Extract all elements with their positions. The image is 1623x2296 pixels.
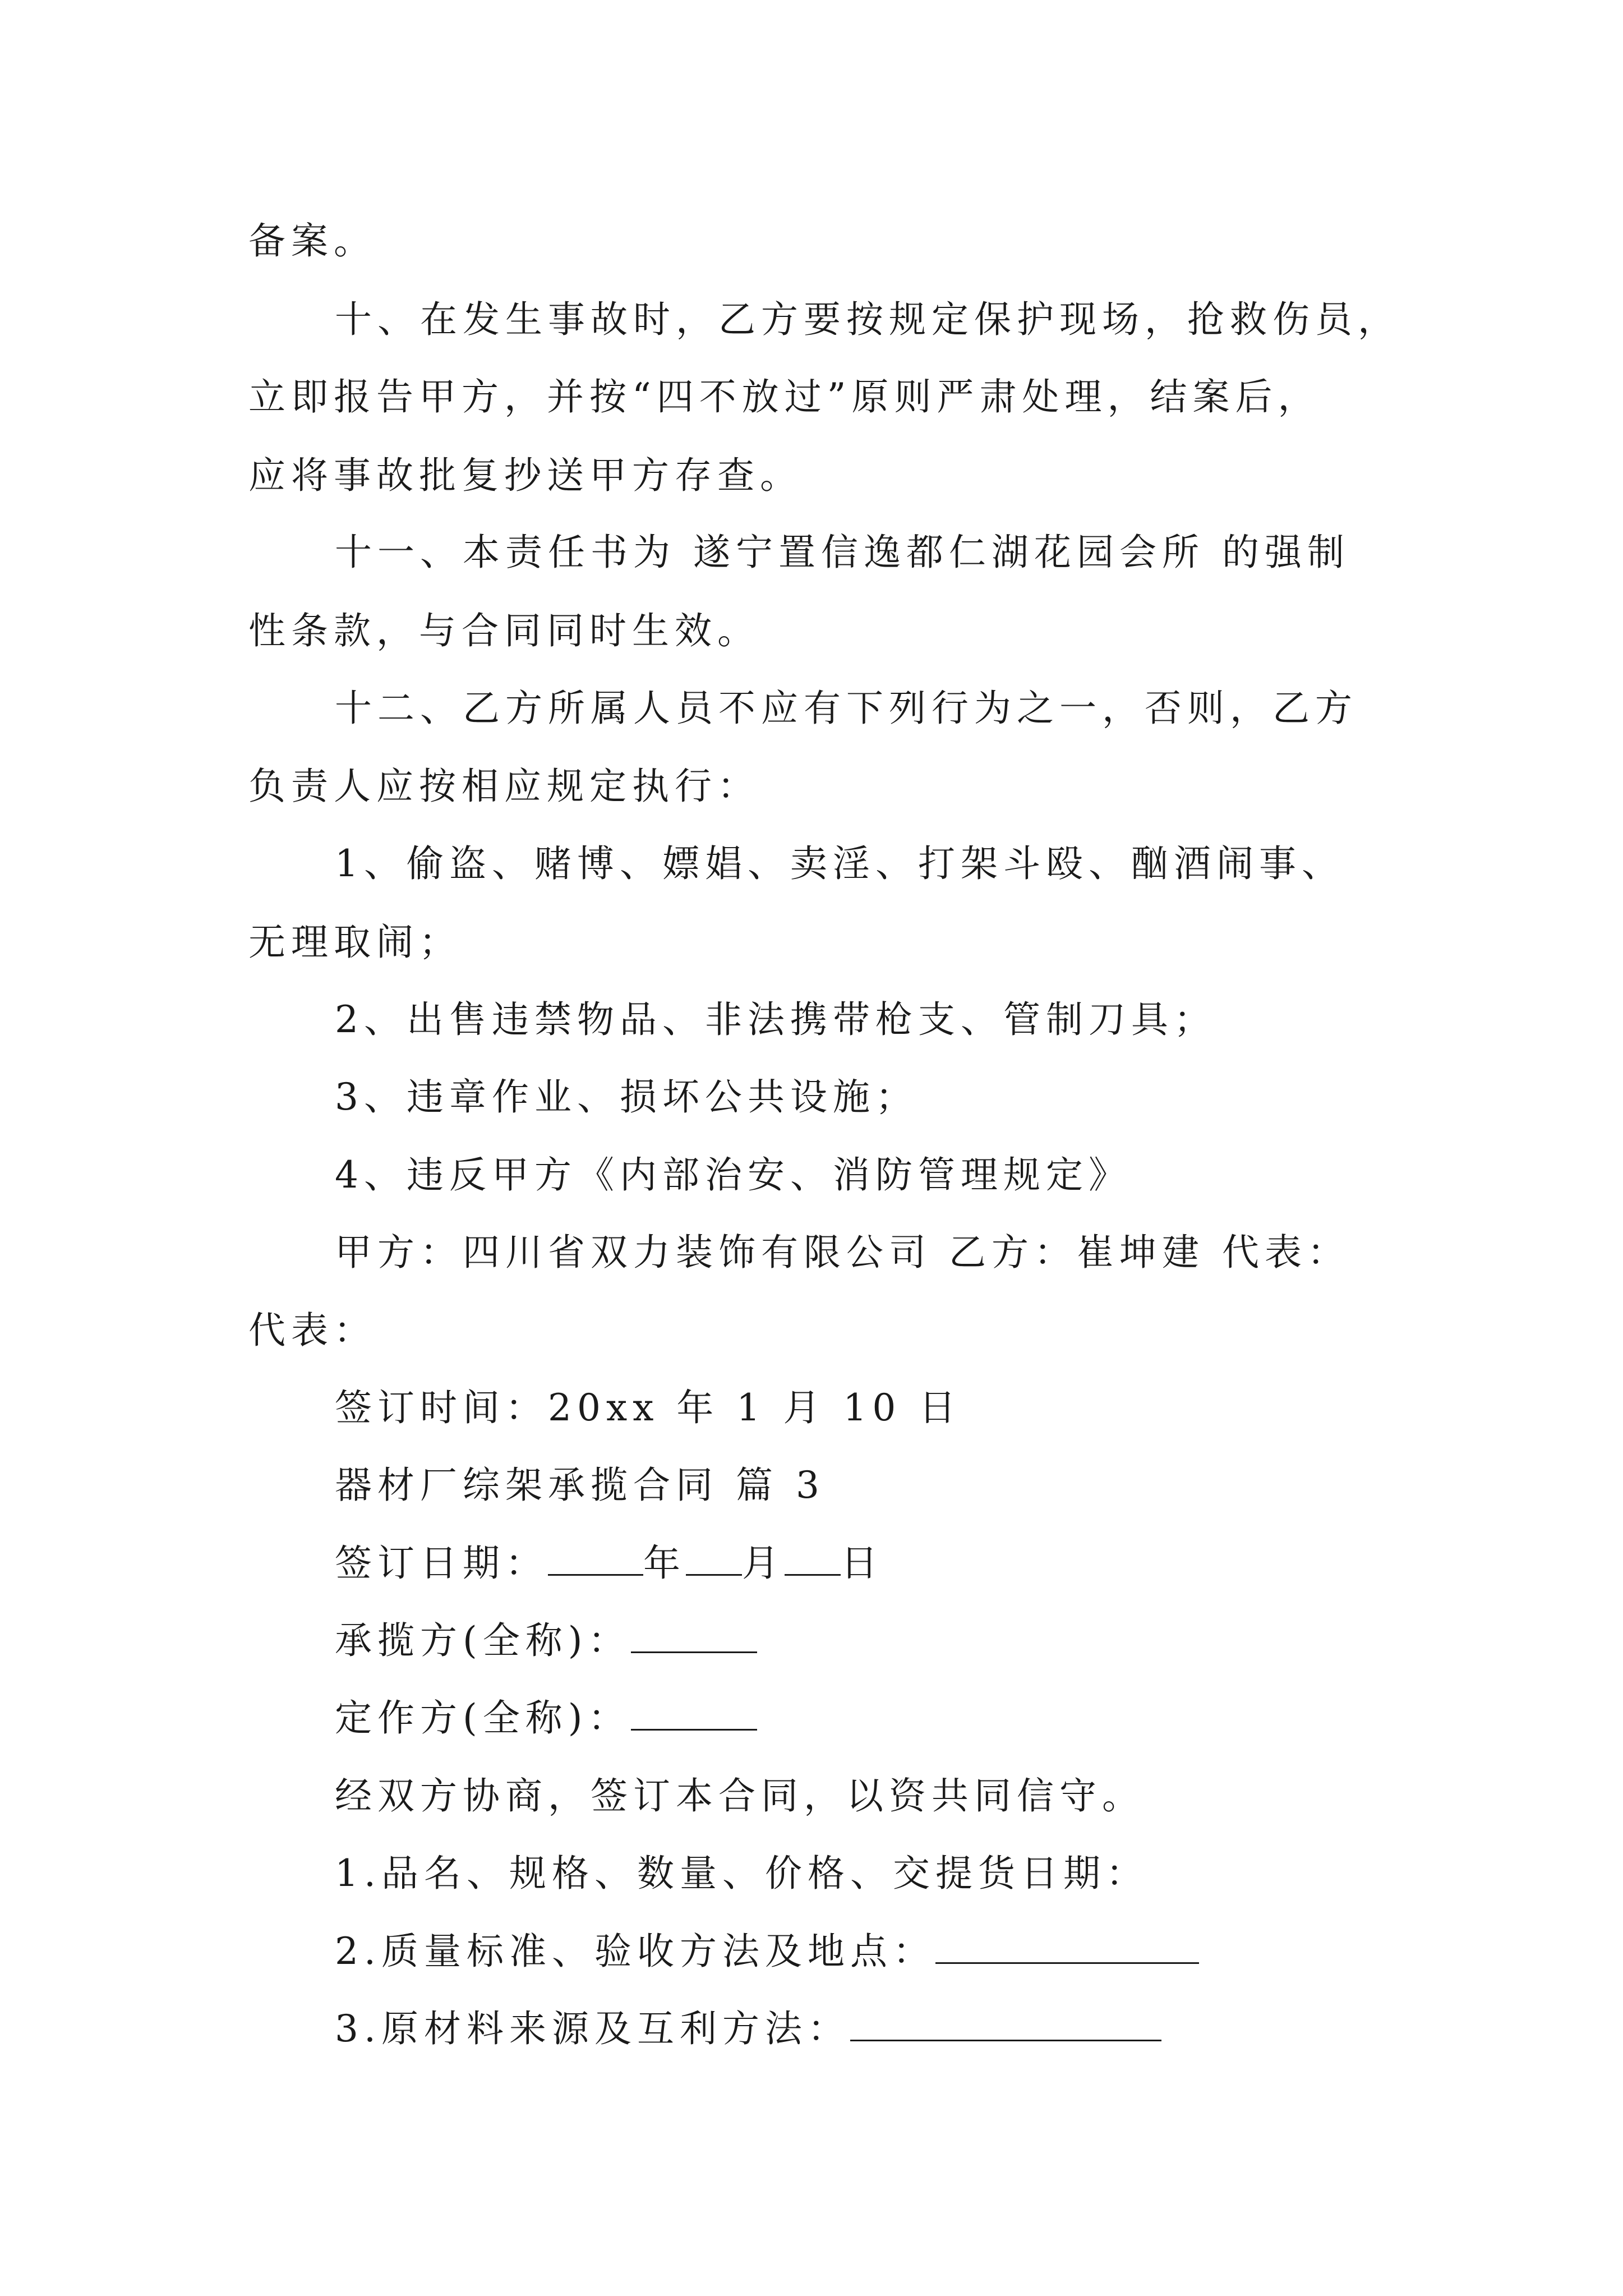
text-line: 无理取闹；: [248, 921, 462, 964]
year-text: 年: [643, 1542, 686, 1585]
list-item: 1、偷盗、赌博、嫖娼、卖淫、打架斗殴、酗酒闹事、: [335, 842, 1344, 885]
item2-label: 2.质量标准、验收方法及地点：: [335, 1930, 935, 1973]
blank-field: [785, 1542, 841, 1576]
text-line: 立即报告甲方，并按“四不放过”原则严肃处理，结案后，: [248, 375, 1321, 418]
list-item: 3、违章作业、损坏公共设施；: [335, 1075, 918, 1119]
list-item: [335, 2004, 1161, 2054]
section-title: 器材厂综架承揽合同 篇 3: [335, 1464, 825, 1507]
contractor-line: [335, 1616, 757, 1666]
day-text: 日: [841, 1542, 883, 1585]
text-line: 负责人应按相应规定执行：: [248, 765, 760, 808]
list-item: 4、违反甲方《内部治安、消防管理规定》: [335, 1153, 1131, 1197]
agreement-line: 经双方协商，签订本合同，以资共同信守。: [335, 1774, 1145, 1818]
text-line: 十一、本责任书为 遂宁置信逸都仁湖花园会所 的强制: [335, 531, 1350, 574]
item3-label: 3.原材料来源及互利方法：: [335, 2007, 850, 2050]
sign-date-line: [335, 1538, 883, 1589]
contractor-label: 承揽方(全称)：: [335, 1619, 631, 1662]
sign-time-line: 签订时间：20xx 年 1 月 10 日: [335, 1386, 962, 1429]
orderer-label: 定作方(全称)：: [335, 1696, 631, 1740]
text-line: 备案。: [248, 219, 376, 263]
list-item: [335, 1926, 1199, 1977]
blank-field: [935, 1930, 1199, 1964]
month-text: 月: [742, 1542, 785, 1585]
text-line: 十二、乙方所属人员不应有下列行为之一，否则，乙方: [335, 687, 1358, 730]
blank-field: [631, 1619, 757, 1653]
blank-field: [548, 1542, 643, 1576]
blank-field: [631, 1696, 757, 1731]
text-line: 应将事故批复抄送甲方存查。: [248, 454, 803, 497]
list-item: 1.品名、规格、数量、价格、交提货日期：: [335, 1852, 1149, 1895]
list-item: 2、出售违禁物品、非法携带枪支、管制刀具；: [335, 998, 1216, 1041]
blank-field: [850, 2007, 1161, 2041]
sign-date-label: 签订日期：: [335, 1542, 548, 1585]
signature-parties-line: 甲方：四川省双力装饰有限公司 乙方：崔坤建 代表：: [335, 1231, 1350, 1274]
text-line: 十、在发生事故时，乙方要按规定保护现场，抢救伤员，: [335, 298, 1400, 341]
text-line: 代表：: [248, 1309, 376, 1352]
text-line: 性条款，与合同同时生效。: [248, 609, 760, 652]
orderer-line: [335, 1693, 757, 1743]
blank-field: [686, 1542, 742, 1576]
